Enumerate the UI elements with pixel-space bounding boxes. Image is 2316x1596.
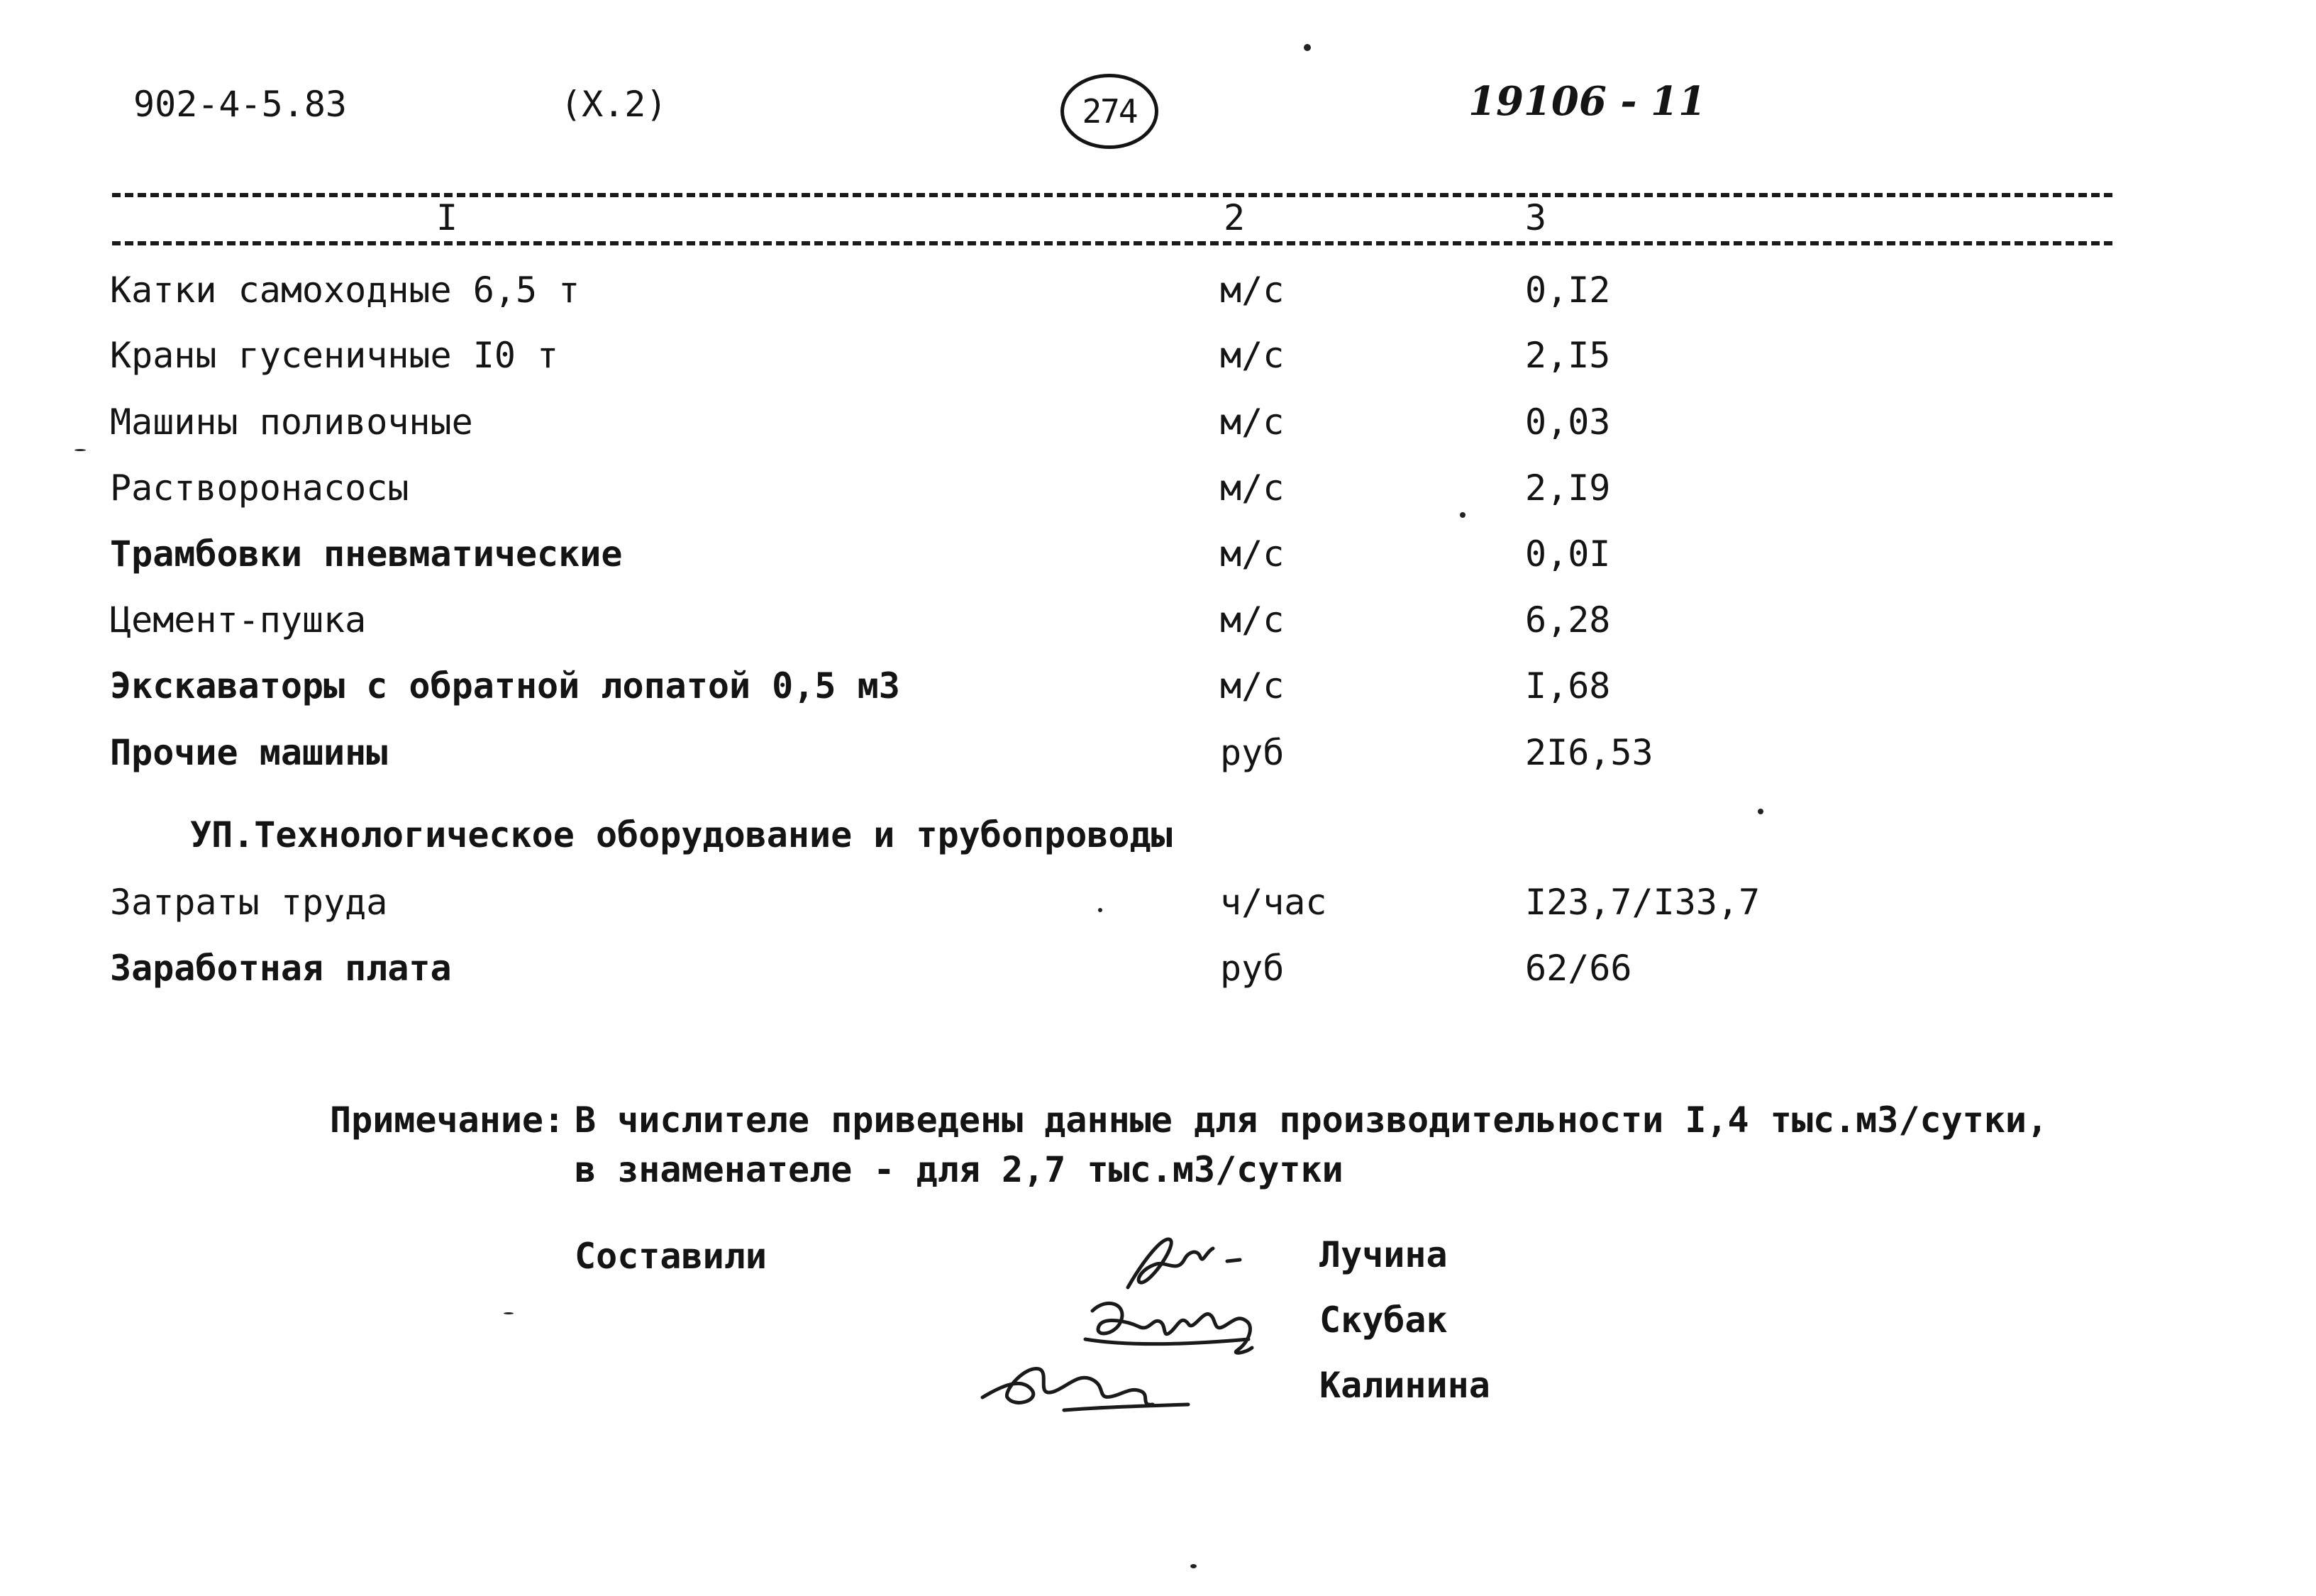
row-unit: м/с	[1220, 467, 1285, 509]
scan-speck	[1098, 908, 1102, 912]
page-number-circle	[1060, 74, 1158, 149]
row-value: 0,I2	[1525, 270, 1611, 311]
row-name: Трамбовки пневматические	[110, 533, 623, 575]
table-header-bottom-rule	[112, 241, 2112, 245]
row-value: 0,03	[1525, 401, 1611, 443]
compiler-name-2: Скубак	[1319, 1299, 1448, 1341]
row-value: I23,7/I33,7	[1525, 882, 1761, 923]
section-code: (X.2)	[560, 84, 667, 125]
row-unit: м/с	[1220, 335, 1285, 376]
scan-speck	[1758, 809, 1763, 814]
column-header-3: 3	[1525, 197, 1547, 238]
column-header-1: I	[436, 197, 458, 238]
row-unit: м/с	[1220, 270, 1285, 311]
scan-speck	[74, 449, 86, 451]
scan-speck	[1304, 44, 1311, 51]
row-unit: ч/час	[1220, 882, 1327, 923]
row-unit: м/с	[1220, 599, 1285, 641]
row-name: Катки самоходные 6,5 т	[110, 270, 580, 311]
scan-speck	[504, 1312, 514, 1314]
section-title: УП.Технологическое оборудование и трубопроводы	[190, 814, 1173, 855]
row-unit: м/с	[1220, 401, 1285, 443]
row-unit: руб	[1220, 732, 1285, 773]
compiler-name-1: Лучина	[1319, 1234, 1448, 1275]
row-value: 2,I9	[1525, 467, 1611, 509]
row-name: Цемент-пушка	[110, 599, 367, 641]
note-label: Примечание:	[330, 1099, 565, 1141]
page-number: 274	[1082, 92, 1137, 131]
note-line-1: В числителе приведены данные для производительности I,4 тыс.м3/сутки,	[575, 1099, 2049, 1141]
row-name: Затраты труда	[110, 882, 388, 923]
row-unit: руб	[1220, 948, 1285, 989]
row-name: Машины поливочные	[110, 401, 473, 443]
scan-speck	[1460, 512, 1465, 518]
row-name: Прочие машины	[110, 732, 388, 773]
row-value: 2I6,53	[1525, 732, 1653, 773]
row-value: 62/66	[1525, 948, 1632, 989]
row-name: Заработная плата	[110, 948, 452, 989]
row-unit: м/с	[1220, 665, 1285, 706]
row-value: I,68	[1525, 665, 1611, 706]
row-unit: м/с	[1220, 533, 1285, 575]
row-value: 6,28	[1525, 599, 1611, 641]
row-name: Растворонасосы	[110, 467, 409, 509]
row-value: 2,I5	[1525, 335, 1611, 376]
compilers-label: Составили	[575, 1236, 767, 1277]
scan-speck	[1190, 1564, 1197, 1568]
row-name: Экскаваторы с обратной лопатой 0,5 м3	[110, 665, 900, 706]
compiler-name-3: Калинина	[1319, 1365, 1490, 1406]
document-code: 902-4-5.83	[133, 84, 348, 125]
note-line-2: в знаменателе - для 2,7 тыс.м3/сутки	[575, 1149, 1343, 1190]
inventory-number: 19106 - 11	[1468, 78, 1706, 125]
row-name: Краны гусеничные I0 т	[110, 335, 559, 376]
signature-kalinina	[972, 1348, 1206, 1426]
column-header-2: 2	[1224, 197, 1246, 238]
row-value: 0,0I	[1525, 533, 1611, 575]
table-header-top-rule	[112, 193, 2112, 197]
